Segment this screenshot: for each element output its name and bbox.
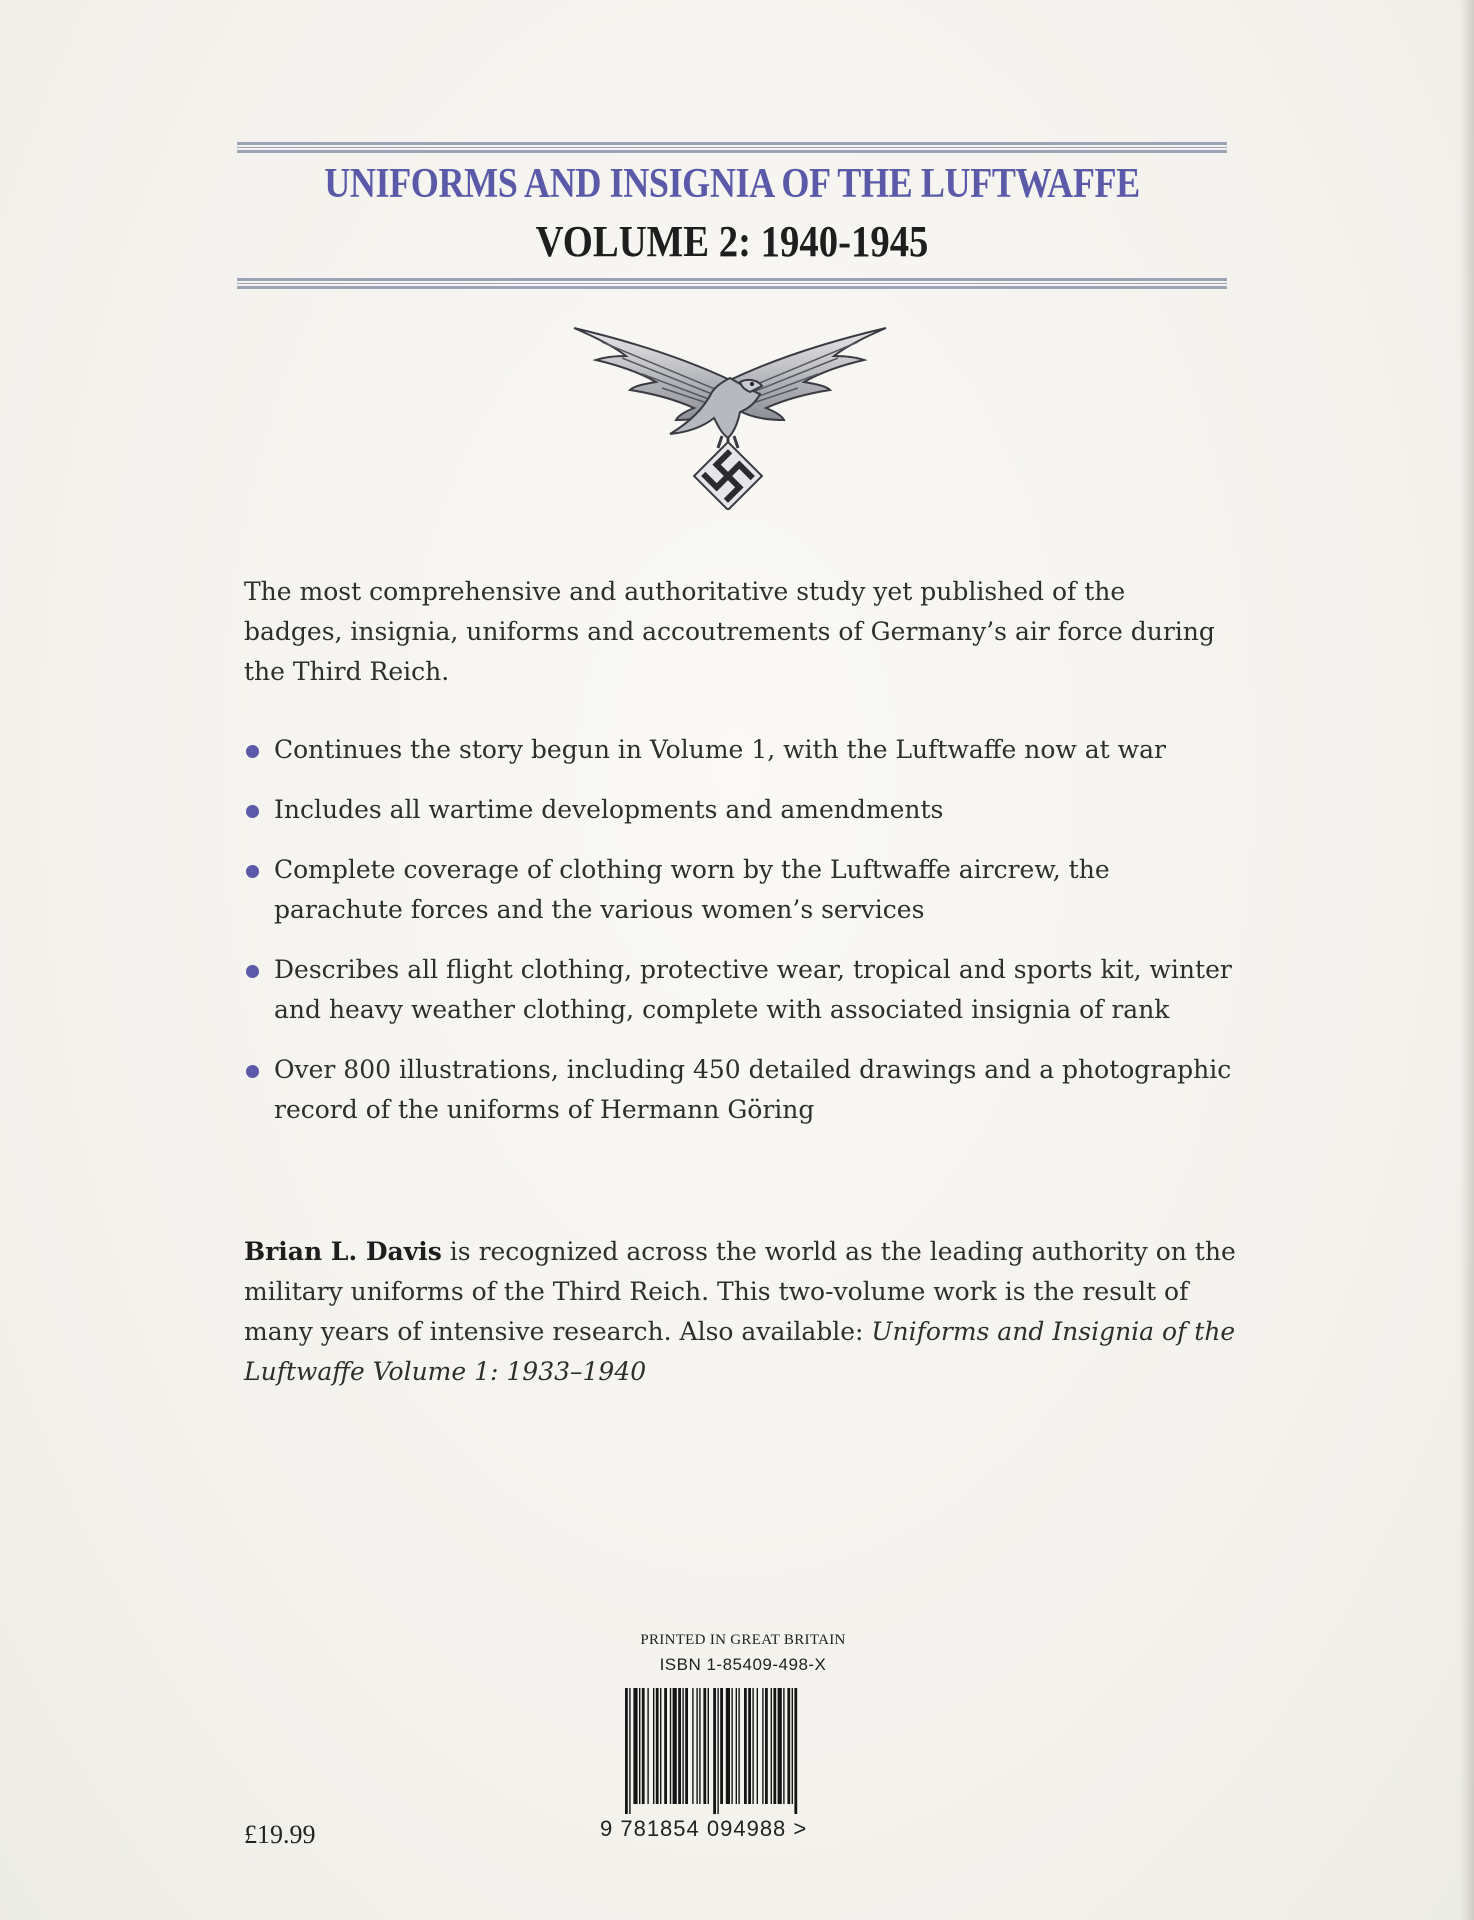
barcode-icon xyxy=(623,1688,863,1814)
author-bio xyxy=(244,1232,1244,1392)
barcode-bar xyxy=(699,1688,700,1804)
barcode-bar xyxy=(748,1688,751,1804)
barcode-bar xyxy=(664,1688,667,1804)
printed-in-label: PRINTED IN GREAT BRITAIN xyxy=(640,1632,846,1648)
barcode-bar xyxy=(720,1688,723,1804)
book-title: UNIFORMS AND INSIGNIA OF THE LUFTWAFFE xyxy=(324,161,1140,207)
barcode-bar xyxy=(765,1688,768,1804)
list-item: Continues the story begun in Volume 1, with the Luftwaffe now at war xyxy=(244,730,1244,770)
bullet-dot-icon xyxy=(246,965,259,978)
barcode-bar xyxy=(673,1688,677,1804)
isbn-block xyxy=(618,1632,868,1675)
barcode-bar xyxy=(670,1688,671,1804)
feature-list xyxy=(244,730,1244,1150)
list-item: Over 800 illustrations, including 450 detailed drawings and a photographic record of the uniforms of Hermann Göring xyxy=(244,1050,1244,1130)
book-subtitle: VOLUME 2: 1940-1945 xyxy=(535,217,929,266)
barcode-bar xyxy=(778,1688,782,1804)
barcode-bar xyxy=(642,1688,645,1804)
barcode-bar xyxy=(682,1688,683,1804)
barcode-bar xyxy=(625,1688,628,1814)
barcode-bar xyxy=(629,1688,630,1814)
barcode-bar xyxy=(762,1688,763,1804)
intro-paragraph: The most comprehensive and authoritative study yet published of the badges, insignia, uniforms and accoutrements of Germany’s air force during the Third Reich. xyxy=(244,577,1215,686)
barcode-bar xyxy=(736,1688,737,1804)
barcode-bar xyxy=(639,1688,640,1804)
barcode-digits: 9 781854 094988 > xyxy=(600,1816,808,1841)
barcode-bar xyxy=(660,1688,661,1804)
barcode-bar xyxy=(713,1688,716,1814)
bottom-rule xyxy=(237,278,1227,290)
barcode-bar xyxy=(717,1688,718,1814)
barcode-bar xyxy=(752,1688,753,1804)
top-rule xyxy=(237,142,1227,154)
barcode-bar xyxy=(771,1688,772,1804)
isbn-number: ISBN 1-85409-498-X xyxy=(659,1655,827,1674)
bullet-dot-icon xyxy=(246,865,259,878)
luftwaffe-eagle-emblem-icon xyxy=(572,322,888,510)
barcode-bar xyxy=(757,1688,758,1804)
barcode-bar xyxy=(685,1688,688,1804)
barcode-bar xyxy=(744,1688,747,1804)
price-label: £19.99 xyxy=(244,1820,316,1849)
author-bio-text: is recognized across the world as the leading authority on the military uniforms of the Third Reich. This two-volume work is the result of many years of intensive research. Also available: xyxy=(244,1237,1236,1346)
barcode-bar xyxy=(633,1688,637,1804)
barcode-bar xyxy=(738,1688,739,1804)
barcode-bar xyxy=(647,1688,648,1804)
barcode-bar xyxy=(792,1688,793,1804)
barcode-bar xyxy=(787,1688,790,1804)
barcode-bar xyxy=(696,1688,697,1804)
barcode-bar xyxy=(783,1688,784,1804)
bullet-dot-icon xyxy=(246,1065,259,1078)
barcode-bar xyxy=(703,1688,706,1804)
barcode-bar xyxy=(678,1688,681,1804)
bullet-dot-icon xyxy=(246,745,259,758)
list-item: Describes all flight clothing, protective wear, tropical and sports kit, winter and heavy weather clothing, complete with associated insignia of rank xyxy=(244,950,1244,1030)
barcode-bar xyxy=(692,1688,693,1804)
page-edge-shadow xyxy=(1460,0,1474,1920)
barcode-bar xyxy=(726,1688,730,1804)
author-name: Brian L. Davis xyxy=(244,1237,442,1266)
barcode-bar xyxy=(656,1688,659,1804)
bullet-dot-icon xyxy=(246,805,259,818)
barcode-bar xyxy=(773,1688,776,1804)
barcode-bar xyxy=(653,1688,654,1804)
list-item: Includes all wartime developments and amendments xyxy=(244,790,1244,830)
list-item: Complete coverage of clothing worn by the Luftwaffe aircrew, the parachute forces and the various women’s services xyxy=(244,850,1244,930)
barcode-bar xyxy=(708,1688,709,1804)
barcode-bar xyxy=(731,1688,732,1804)
barcode-bar xyxy=(794,1688,797,1814)
companion-volume-title: Uniforms and Insignia of the Luftwaffe Volume 1: 1933–1940 xyxy=(244,1317,1236,1386)
